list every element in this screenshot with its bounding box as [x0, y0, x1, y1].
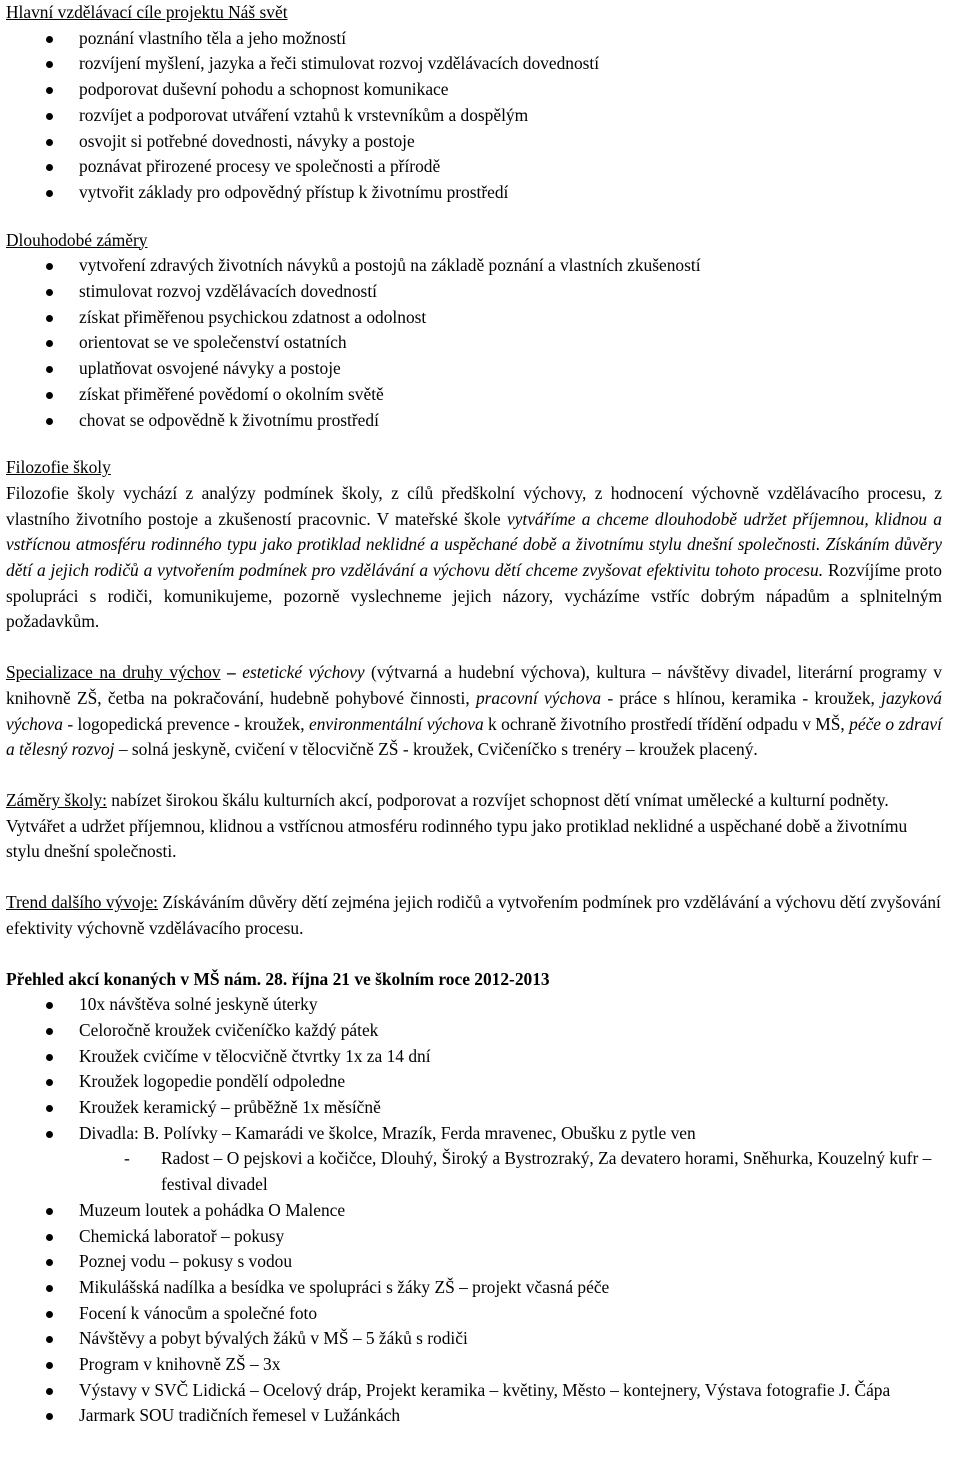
sub-list-item-text: Radost – O pejskovi a kočičce, Dlouhý, Široký a Bystrozraký, Za devatero horami, Sněhurka, Kouzelný kufr – festival divadel	[161, 1148, 932, 1195]
list-item: Mikulášská nadílka a besídka ve spolupráci s žáky ZŠ – projekt včasná péče	[6, 1275, 942, 1301]
list-item: Výstavy v SVČ Lidická – Ocelový dráp, Projekt keramika – květiny, Město – kontejnery, Výstava fotografie J. Čápa	[6, 1378, 942, 1404]
events-list	[6, 992, 942, 1146]
section-heading-specialization: Specializace na druhy výchov	[6, 662, 221, 683]
list-item: rozvíjení myšlení, jazyka a řeči stimulovat rozvoj vzdělávacích dovedností	[6, 51, 942, 77]
main-goals-list	[6, 26, 942, 206]
specialization-text: (výtvarná a hudební výchova), kultura – návštěvy divadel, literární programy v knihovně ZŠ, četba na pokračování, hudebně pohybové činnosti,	[6, 662, 942, 708]
list-item: podporovat duševní pohodu a schopnost komunikace	[6, 77, 942, 103]
specialization-text: - práce s hlínou, keramika - kroužek,	[601, 687, 882, 708]
specialization-italic: environmentální výchova	[308, 713, 484, 734]
list-item: Poznej vodu – pokusy s vodou	[6, 1249, 942, 1275]
section-heading-main-goals: Hlavní vzdělávací cíle projektu Náš svět	[6, 2, 288, 22]
list-item: Focení k vánocům a společné foto	[6, 1301, 942, 1327]
specialization-text: – solná jeskyně, cvičení v tělocvičně ZŠ - kroužek, Cvičeníčko s trenéry – kroužek placený.	[114, 739, 758, 760]
list-item: vytvořit základy pro odpovědný přístup k životnímu prostředí	[6, 180, 942, 206]
philosophy-text: Rozvíjíme proto spolupráci s rodiči, komunikujeme, pozorně vyslechneme jejich názory, vycházíme vstříc dobrým nápadům a splnitelným požadavkům.	[6, 560, 942, 632]
section-heading-events-overview: Přehled akcí konaných v MŠ nám. 28. října 21 ve školním roce 2012-2013	[6, 968, 550, 989]
section-heading-development-trend: Trend dalšího vývoje:	[6, 892, 159, 913]
list-item: uplatňovat osvojené návyky a postoje	[6, 356, 942, 382]
events-list-continued	[6, 1198, 942, 1429]
long-term-goals-list	[6, 253, 942, 433]
dash: –	[220, 662, 243, 683]
list-item: Jarmark SOU tradičních řemesel v Lužánkách	[6, 1403, 942, 1429]
list-item: Návštěvy a pobyt bývalých žáků v MŠ – 5 žáků s rodiči	[6, 1326, 942, 1352]
list-item: získat přiměřené povědomí o okolním světě	[6, 382, 942, 408]
specialization-paragraph	[6, 660, 942, 763]
specialization-italic: estetické výchovy	[242, 662, 365, 683]
list-item: rozvíjet a podporovat utváření vztahů k vrstevníkům a dospělým	[6, 103, 942, 129]
section-heading-school-philosophy: Filozofie školy	[6, 457, 111, 478]
list-item: Chemická laboratoř – pokusy	[6, 1224, 942, 1250]
list-item: Kroužek keramický – průběžně 1x měsíčně	[6, 1095, 942, 1121]
list-item: Muzeum loutek a pohádka O Malence	[6, 1198, 942, 1224]
list-item: Divadla: B. Polívky – Kamarádi ve školce, Mrazík, Ferda mravenec, Obušku z pytle ven	[6, 1121, 942, 1147]
list-item: Celoročně kroužek cvičeníčko každý pátek	[6, 1018, 942, 1044]
specialization-text: k ochraně životního prostředí třídění odpadu v MŠ,	[483, 713, 850, 734]
specialization-italic: jazyková výchova	[6, 687, 942, 734]
dash: -	[124, 1148, 130, 1169]
development-trend-text: Získáváním důvěry dětí zejména jejich rodičů a vytvořením podmínek pro vzdělávání a výchovu dětí zvyšování efektivity výchovně vzdělávacího procesu.	[6, 892, 941, 938]
section-heading-long-term-goals: Dlouhodobé záměry	[6, 229, 148, 250]
philosophy-text: Filozofie školy vychází z analýzy podmínek školy, z cílů předškolní výchovy, z hodnocení výchovně vzdělávacího procesu, z vlastního životního postoje a zkušeností pracovnic.	[6, 482, 942, 529]
specialization-italic: pracovní výchova	[475, 687, 602, 708]
list-item: poznávat přirozené procesy ve společnosti a přírodě	[6, 154, 942, 180]
list-item: chovat se odpovědně k životnímu prostředí	[6, 408, 942, 434]
section-heading-school-intentions: Záměry školy:	[6, 789, 107, 810]
list-item: Kroužek cvičíme v tělocvičně čtvrtky 1x za 14 dní	[6, 1044, 942, 1070]
list-item: poznání vlastního těla a jeho možností	[6, 26, 942, 52]
list-item: získat přiměřenou psychickou zdatnost a odolnost	[6, 305, 942, 331]
school-intentions-text: nabízet širokou škálu kulturních akcí, podporovat a rozvíjet schopnost dětí vnímat umělecké a kulturní podněty. Vytvářet a udržet příjemnou, klidnou a vstřícnou atmosféru rodinného typu jako protiklad neklidné a uspěchané době a životnímu stylu dnešní společnosti.	[6, 789, 908, 862]
philosophy-text: V mateřské škole	[376, 508, 507, 529]
sub-list-item	[6, 1146, 942, 1197]
list-item: osvojit si potřebné dovednosti, návyky a postoje	[6, 129, 942, 155]
list-item: Kroužek logopedie pondělí odpoledne	[6, 1069, 942, 1095]
list-item: orientovat se ve společenství ostatních	[6, 330, 942, 356]
specialization-text: - logopedická prevence - kroužek,	[62, 713, 309, 734]
philosophy-italic-text: vytváříme a chceme dlouhodobě udržet příjemnou, klidnou a vstřícnou atmosféru rodinného typu jako protiklad neklidné a uspěchané době a životnímu stylu dnešní společnosti. Získáním důvěry dětí a jejich rodičů a vytvořením podmínek pro vzdělávání a výchovu dětí chceme zvyšovat efektivitu tohoto procesu.	[6, 508, 942, 581]
development-trend-paragraph	[6, 890, 942, 941]
list-item: Program v knihovně ZŠ – 3x	[6, 1352, 942, 1378]
list-item: stimulovat rozvoj vzdělávacích dovedností	[6, 279, 942, 305]
list-item: vytvoření zdravých životních návyků a postojů na základě poznání a vlastních zkušeností	[6, 253, 942, 279]
school-philosophy-paragraph	[6, 481, 942, 635]
specialization-italic: péče o zdraví a tělesný rozvoj	[6, 713, 942, 760]
list-item: 10x návštěva solné jeskyně úterky	[6, 992, 942, 1018]
school-intentions-paragraph	[6, 788, 942, 865]
